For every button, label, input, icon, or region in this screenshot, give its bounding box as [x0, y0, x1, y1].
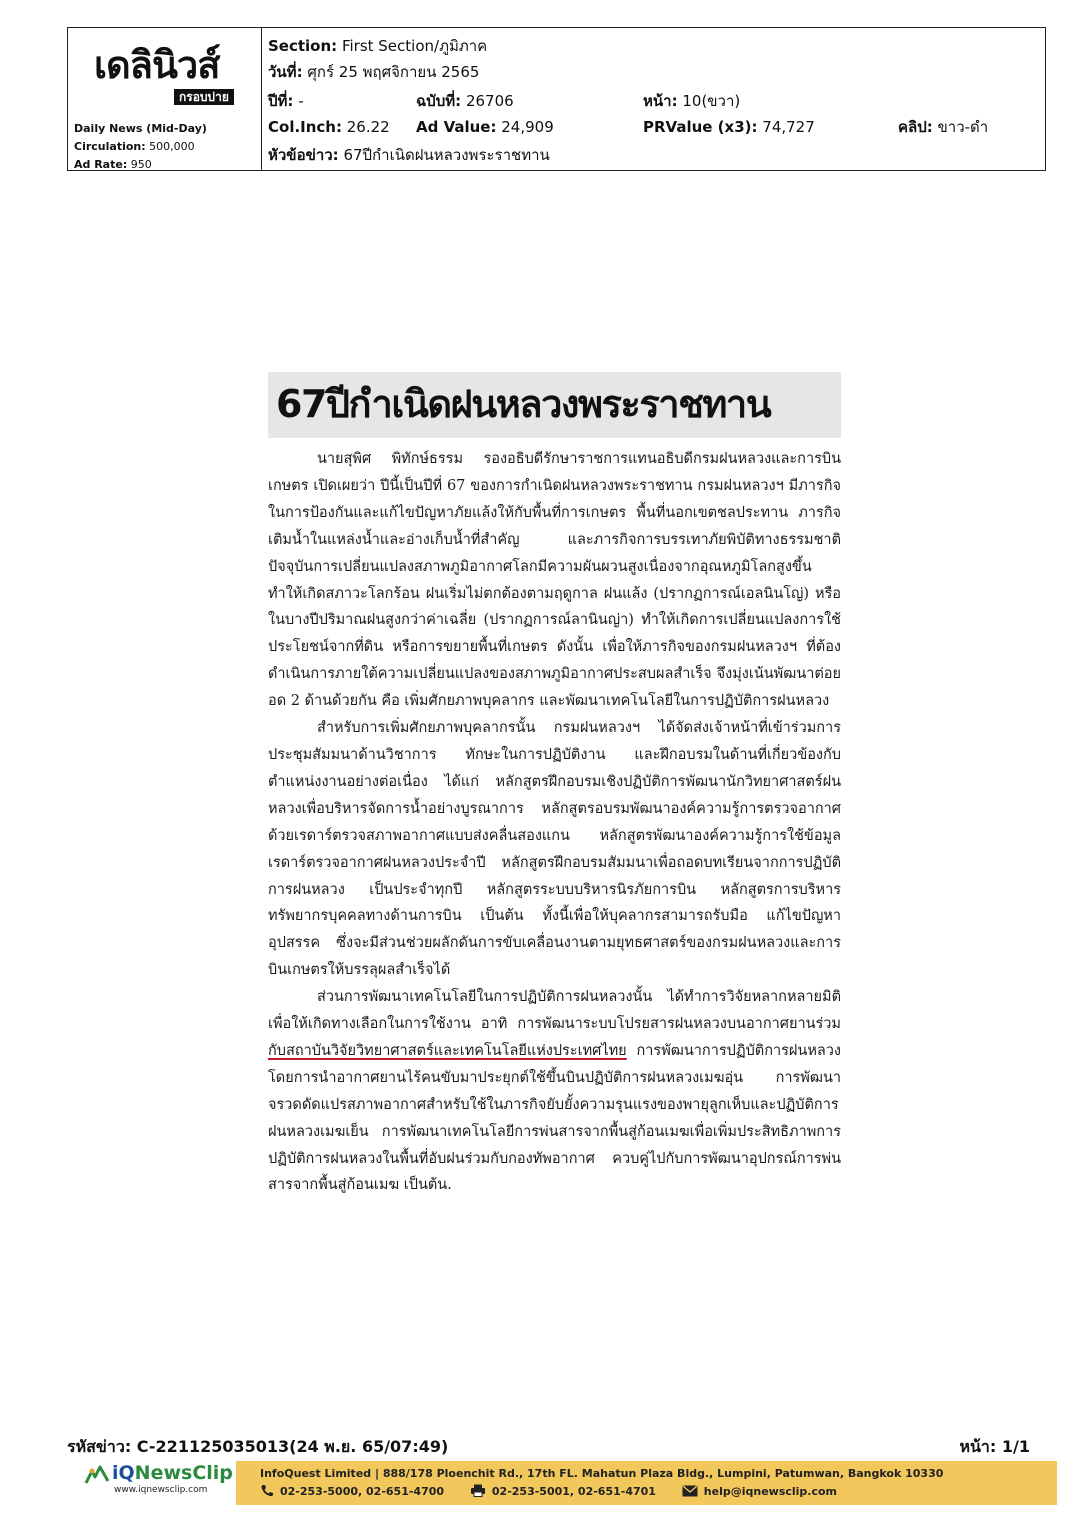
clip-field	[898, 117, 988, 137]
year-label: ปีที่:	[268, 92, 294, 110]
page-count-label: หน้า:	[959, 1437, 997, 1456]
brand-iq: iQ	[112, 1462, 135, 1484]
circulation-label: Circulation:	[74, 140, 146, 153]
headline-value: 67ปีกำเนิดฝนหลวงพระราชทาน	[343, 146, 550, 164]
year-field	[268, 91, 304, 111]
brand-newsclip: NewsClip	[134, 1462, 233, 1484]
news-code	[67, 1436, 448, 1458]
publication-name: Daily News (Mid-Day)	[74, 122, 207, 135]
contact-line	[260, 1484, 859, 1499]
clip-value: ขาว-ดำ	[937, 118, 989, 136]
iqnewsclip-logo	[84, 1461, 234, 1503]
page-count	[959, 1436, 1030, 1458]
clipping-header	[67, 27, 1046, 171]
issue-field	[416, 91, 514, 111]
page-value: 10(ขวา)	[682, 92, 741, 110]
phone-icon	[260, 1484, 274, 1497]
company-address: InfoQuest Limited | 888/178 Ploenchit Rd., 17th FL. Mahatun Plaza Bldg., Lumpini, Patumwan, Bangkok 10330	[260, 1467, 944, 1480]
brand-name	[112, 1461, 233, 1485]
brand-url: www.iqnewsclip.com	[114, 1485, 208, 1495]
article-title: 67ปีกำเนิดฝนหลวงพระราชทาน	[276, 382, 771, 426]
brand-swoosh-icon	[84, 1463, 110, 1489]
article-paragraph-1: นายสุพิศ พิทักษ์ธรรม รองอธิบดีรักษาราชการแทนอธิบดีกรมฝนหลวงและการบินเกษตร เปิดเผยว่า ปีนี้เป็นปีที่ 67 ของการกำเนิดฝนหลวงพระราชทาน กรมฝนหลวงฯ มีภารกิจในการป้องกันและแก้ไขปัญหาภัยแล้งให้กับพื้นที่การเกษตร พื้นที่นอกเขตชลประทาน ภารกิจเติมน้ำในแหล่งน้ำและอ่างเก็บน้ำที่สำคัญ และภารกิจการบรรเทาภัยพิบัติทางธรรมชาติ ปัจจุบันการเปลี่ยนแปลงสภาพภูมิอากาศโลกมีความผันผวนสูงเนื่องจากอุณหภูมิโลกสูงขึ้นทำให้เกิดสภาวะโลกร้อน ฝนเริ่มไม่ตกต้องตามฤดูกาล ฝนแล้ง (ปรากฏการณ์เอลนินโญ่) หรือในบางปีปริมาณฝนสูงกว่าค่าเฉลี่ย (ปรากฏการณ์ลานินญ่า) ทำให้เกิดการเปลี่ยนแปลงการใช้ประโยชน์จากที่ดิน หรือการขยายพื้นที่เกษตร ดังนั้น เพื่อให้ภารกิจของกรมฝนหลวงฯ ที่ต้องดำเนินการภายใต้ความเปลี่ยนแปลงของสภาพภูมิอากาศประสบผลสำเร็จ จึงมุ่งเน้นพัฒนาต่อยอด 2 ด้านด้วยกัน คือ เพิ่มศักยภาพบุคลากร และพัฒนาเทคโนโลยีในการปฏิบัติการฝนหลวง	[268, 451, 841, 710]
date-field	[268, 62, 479, 82]
section-field	[268, 36, 487, 56]
ad-rate-label: Ad Rate:	[74, 158, 128, 171]
email-address[interactable]: help@iqnewsclip.com	[703, 1485, 838, 1498]
year-value: -	[298, 92, 304, 110]
logo-edition: กรอบบ่าย	[174, 89, 234, 105]
ad-rate-value: 950	[130, 158, 152, 171]
colinch-field	[268, 117, 390, 137]
pr-value-value: 74,727	[762, 118, 815, 136]
header-divider	[261, 28, 262, 170]
ad-value-field	[416, 117, 554, 137]
colinch-value: 26.22	[346, 118, 390, 136]
paragraph-3-start: ส่วนการพัฒนาเทคโนโลยีในการปฏิบัติการฝนหลวงนั้น ได้ทำการวิจัยหลากหลายมิติเพื่อให้เกิดทางเลือกในการใช้งาน อาทิ การพัฒนาระบบโปรยสารฝนหลวงบนอากาศยานร่วม	[268, 989, 841, 1033]
article-body	[268, 446, 841, 1199]
fax-group	[470, 1485, 660, 1498]
section-label: Section:	[268, 37, 338, 55]
headline-label: หัวข้อข่าว:	[268, 146, 339, 164]
publication-meta	[74, 120, 207, 174]
logo-text: เดลินิวส์	[94, 43, 220, 87]
pr-value-field	[643, 117, 815, 137]
email-group	[682, 1485, 837, 1498]
phone-group	[260, 1485, 448, 1498]
phone-numbers: 02-253-5000, 02-651-4700	[280, 1485, 445, 1498]
section-value: First Section/ภูมิภาค	[341, 37, 488, 55]
fax-icon	[470, 1484, 486, 1497]
page-field	[643, 91, 740, 111]
article-paragraph-2: สำหรับการเพิ่มศักยภาพบุคลากรนั้น กรมฝนหลวงฯ ได้จัดส่งเจ้าหน้าที่เข้าร่วมการประชุมสัมมนาด้านวิชาการ ทักษะในการปฏิบัติงาน และฝึกอบรมในด้านที่เกี่ยวข้องกับตำแหน่งงานอย่างต่อเนื่อง ได้แก่ หลักสูตรฝึกอบรมเชิงปฏิบัติการพัฒนานักวิทยาศาสตร์ฝนหลวงเพื่อบริหารจัดการน้ำอย่างบูรณาการ หลักสูตรอบรมพัฒนาองค์ความรู้การตรวจอากาศด้วยเรดาร์ตรวจสภาพอากาศแบบส่งคลื่นสองแกน หลักสูตรพัฒนาองค์ความรู้การใช้ข้อมูลเรดาร์ตรวจอากาศฝนหลวงประจำปี หลักสูตรฝึกอบรมสัมมนาเพื่อถอดบทเรียนจากการปฏิบัติการฝนหลวง เป็นประจำทุกปี หลักสูตรระบบบริหารนิรภัยการบิน หลักสูตรการบริหารทรัพยากรบุคคลทางด้านการบิน เป็นต้น ทั้งนี้เพื่อให้บุคลากรสามารถรับมือ แก้ไขปัญหาอุปสรรค ซึ่งจะมีส่วนช่วยผลักดันการขับเคลื่อนงานตามยุทธศาสตร์ของกรมฝนหลวงและการบินเกษตรให้บรรลุผลสำเร็จได้	[268, 720, 841, 979]
fax-numbers: 02-253-5001, 02-651-4701	[491, 1485, 656, 1498]
article-paragraph-3	[268, 984, 841, 1199]
email-icon	[682, 1485, 698, 1497]
clip-label: คลิป:	[898, 118, 933, 136]
news-code-label: รหัสข่าว:	[67, 1437, 132, 1456]
pr-value-label: PRValue (x3):	[643, 118, 758, 136]
colinch-label: Col.Inch:	[268, 118, 342, 136]
headline-field	[268, 145, 550, 165]
underlined-institution: กับสถาบันวิจัยวิทยาศาสตร์และเทคโนโลยีแห่งประเทศไทย	[268, 1042, 627, 1059]
paragraph-3-end: การพัฒนาการปฏิบัติการฝนหลวงโดยการนำอากาศยานไร้คนขับมาประยุกต์ใช้ขึ้นบินปฏิบัติการฝนหลวงเมฆอุ่น การพัฒนาจรวดดัดแปรสภาพอากาศสำหรับใช้ในภารกิจยับยั้งความรุนแรงของพายุลูกเห็บและปฏิบัติการฝนหลวงเมฆเย็น การพัฒนาเทคโนโลยีการพ่นสารจากพื้นสู่ก้อนเมฆเพื่อเพิ่มประสิทธิภาพการปฏิบัติการฝนหลวงในพื้นที่อับฝนร่วมกับกองทัพอากาศ ควบคู่ไปกับการพัฒนาอุปกรณ์การพ่นสารจากพื้นสู่ก้อนเมฆ เป็นต้น.	[268, 1042, 841, 1194]
ad-value-label: Ad Value:	[416, 118, 497, 136]
date-value: ศุกร์ 25 พฤศจิกายน 2565	[307, 63, 480, 81]
issue-label: ฉบับที่:	[416, 92, 462, 110]
page-count-value: 1/1	[1001, 1437, 1030, 1456]
circulation-value: 500,000	[149, 140, 195, 153]
news-code-value: C-221125035013(24 พ.ย. 65/07:49)	[136, 1437, 449, 1456]
date-label: วันที่:	[268, 63, 303, 81]
page-label: หน้า:	[643, 92, 678, 110]
issue-value: 26706	[465, 92, 514, 110]
ad-value-value: 24,909	[501, 118, 554, 136]
